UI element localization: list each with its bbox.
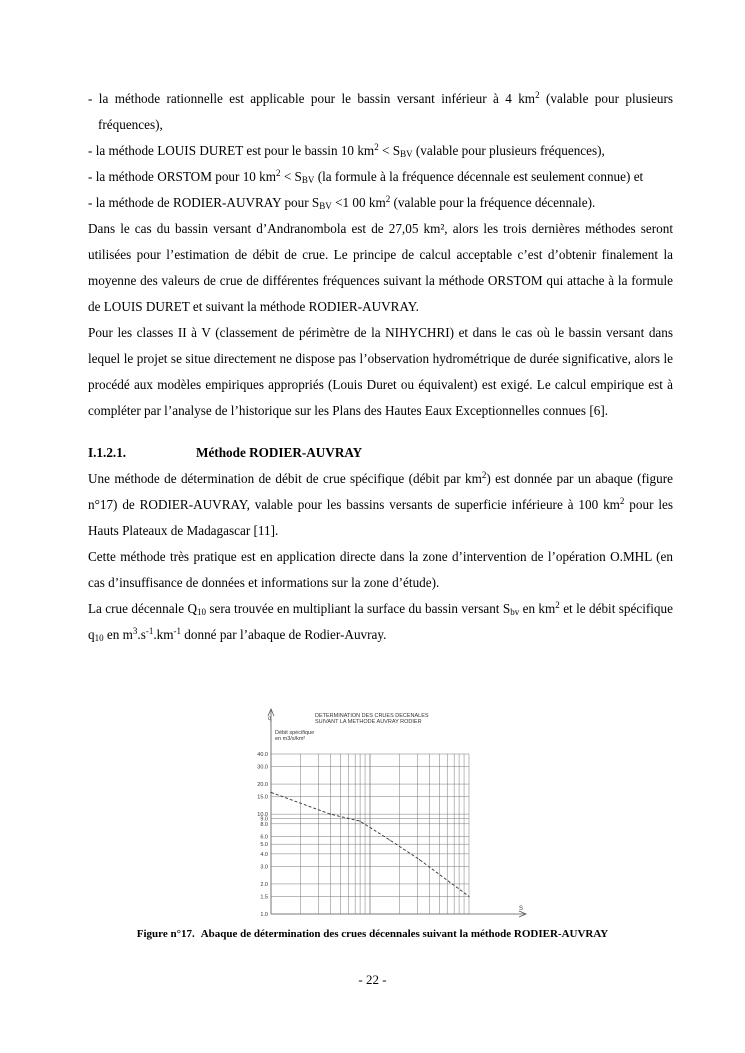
y-tick-label: 1.0 [260,912,268,918]
series-q10-point [468,896,469,897]
y-tick-label: 10.0 [257,812,268,819]
figure-caption [0,928,745,940]
y-tick-label: 8.0 [260,821,268,828]
y-tick-label: 40.0 [257,752,268,758]
paragraph-crue-decennale: La crue décennale $Q_{10}$ sera trouvée en multipliant la surface du bassin versant $S_{bv}$ en $km^2$ et le débit spécifique $q_{10}$ en $m^3.s^{-1}.km^{-1}$ donné par l’abaque de Rodier-Auvray. [88,600,673,643]
y-tick-label: 20.0 [257,782,268,789]
chart-ylabel-line: en m3/s/km² [275,736,306,742]
paragraph-classes: Pour les classes II à V (classement de périmètre de la NIHYCHRI) et dans le cas où le bassin versant dans lequel le projet se situe directement ne dispose pas l’observation hydrométrique de durée significative, alors le procédé aux modèles empiriques appropriés (Louis Duret ou équivalent) est exigé. Le calcul empirique est à compléter par l’analyse de l’historique sur les Plans des Hautes Eaux Exceptionnelles connues [6]. [88,325,673,418]
bullet-louis-duret: - la méthode LOUIS DURET est pour le bassin 10 $km^2 < S_{BV}$ (valable pour plusieurs fréquences), [88,142,605,159]
caption-label: Figure n°17. [136,928,195,940]
bullet-orstom: - la méthode ORSTOM pour 10 $km^2 < S_{BV}$ (la formule à la fréquence décennale est seulement connue) et [88,168,644,185]
y-tick-label: 2.0 [260,881,268,888]
chart-ylabel-line: Débit spécifique [275,730,315,736]
series-q10-point [389,839,390,840]
y-tick-label: 5.0 [260,842,268,849]
section-title: Méthode RODIER-AUVRAY [196,445,363,460]
chart-title-line: SUIVANT LA METHODE AUVRAY RODIER [315,719,422,725]
paragraph-pratique: Cette méthode très pratique est en application directe dans la zone d’intervention de l’opération O.MHL (en cas d’insuffisance de données et informations sur la zone d’étude). [88,549,673,590]
y-axis-letter: q [268,716,272,722]
chart-title-line: DETERMINATION DES CRUES DECENALES [315,713,429,719]
bullet-rationnelle: - la méthode rationnelle est applicable pour le bassin versant inférieur à 4 $km^2$ (valable pour plusieurs fréquences), [88,90,673,132]
y-tick-label: 6.0 [260,834,268,841]
section-heading [88,440,673,466]
page-number: - 22 - [358,972,387,987]
y-tick-label: 3.0 [260,864,268,871]
x-axis-letter: S [519,906,524,912]
body-text [88,86,673,648]
series-q10-point [330,814,331,815]
y-tick-label: 15.0 [257,794,268,801]
abaque-chart [257,706,533,920]
series-q10-point [419,859,420,860]
abaque-figure [257,706,533,920]
y-tick-label: 4.0 [260,851,268,858]
caption-text: Abaque de détermination des crues décennales suivant la méthode RODIER-AUVRAY [200,928,609,940]
section-number: I.1.2.1. [88,445,127,460]
y-tick-label: 9.0 [260,816,268,823]
paragraph-andranombola: Dans le cas du bassin versant d’Andranombola est de 27,05 km², alors les trois dernières méthodes seront utilisées pour l’estimation de débit de crue. Le principe de calcul acceptable c’est d’obtenir finalement la moyenne des valeurs de crue de différentes fréquences suivant la méthode ORSTOM qui attache à la formule de LOUIS DURET et suivant la méthode RODIER-AUVRAY. [88,221,673,314]
paragraph-methode: Une méthode de détermination de débit de crue spécifique (débit par $km^2$) est donnée par un abaque (figure n°17) de RODIER-AUVRAY, valable pour les bassins versants de superficie inférieure à 100 $km^2$ pour les Hauts Plateaux de Madagascar [11]. [88,470,673,538]
y-tick-label: 30.0 [257,764,268,771]
series-q10-point [360,821,361,822]
bullet-rodier-auvray: - la méthode de RODIER-AUVRAY pour $S_{BV} <1$ 00 $km^2$ (valable pour la fréquence décennale). [88,194,596,211]
y-tick-label: 1.5 [260,894,268,901]
series-q10-point [270,792,271,793]
